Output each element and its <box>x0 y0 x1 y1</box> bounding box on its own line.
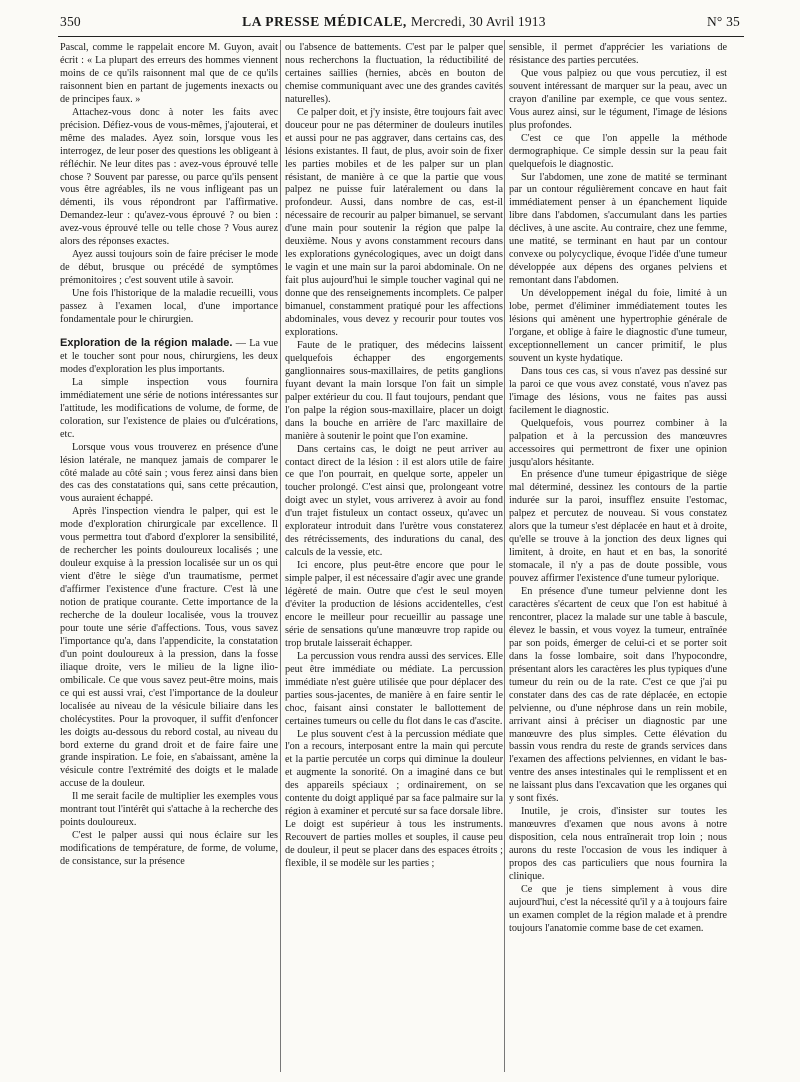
paragraph: Faute de le pratiquer, des médecins laissent quelquefois échapper des engorgements ganglionnaires sous-maxillaires, de petits ganglions fuyant devant la main lorsque l'on fait un simple palper extérieur du cou. Il faut toujours, pendant que l'on palpe la région sous-maxillaire, placer un doigt dans la bouche en arrière de l'arc maxillaire de manière à soutenir le point que l'on examine. <box>285 339 503 442</box>
paragraph: Un développement inégal du foie, limité à un lobe, permet d'éliminer immédiatement toutes les lésions qui amènent une hypertrophie générale de l'organe, et oblige à faire le diagnostic d'une tumeur, exceptionnellement un cancer primitif, le plus souvent un kyste hydatique. <box>509 288 727 364</box>
journal-name: LA PRESSE MÉDICALE, <box>242 14 407 29</box>
issue-number: N° 35 <box>706 14 740 29</box>
column-separator <box>504 40 505 1072</box>
column-1 <box>60 42 278 869</box>
paragraph: Après l'inspection viendra le palper, qui est le mode d'exploration chirurgicale par excellence. Il vous permettra tout d'abord d'explorer la sensibilité, de rechercher les points douloureux localisés ; une douleur exquise à la pression localisée sur un os qui vient d'être le siège d'un traumatisme, permet d'affirmer l'existence d'une fracture. C'est là une notion de pratique courante. Cette importance de la recherche de la douleur localisée, vous la trouvez pour toute une série d'affections. Tous, vous savez l'importance qu'a, dans l'appendicite, la constatation d'un point douloureux à la pression, dans la fosse iliaque droite, vers le milieu de la ligne ilio-ombilicale. Ce que vous savez peut-être moins, mais ce qui est aussi vrai, c'est l'importance de la douleur localisée au niveau de la vésicule biliaire dans les cholécystites. Pour la provoquer, il suffit d'enfoncer les doigts au-dessous du rebord costal, au niveau du bord externe du grand droit et de faire faire une grande inspiration. Le foie, en s'abaissant, amène la vésicule contre l'extrémité des doigts et le malade accuse de la douleur. <box>60 506 278 790</box>
paragraph: sensible, il permet d'apprécier les variations de résistance des parties percutées. <box>509 42 727 66</box>
journal-title <box>242 14 546 30</box>
section-heading: Exploration de la région malade. <box>60 336 233 349</box>
paragraph: Inutile, je crois, d'insister sur toutes les manœuvres d'examen que nous avons à notre disposition, cela nous entraînerait trop loin ; nous aurons du reste l'occasion de vous les indiquer à propos des cas particuliers que nous fournira la clinique. <box>509 806 727 882</box>
page-number: 350 <box>60 14 81 29</box>
paragraph: Quelquefois, vous pourrez combiner à la palpation et à la percussion des manœuvres accessoires qui permettront de fixer une opinion jusqu'alors hésitante. <box>509 417 727 468</box>
page-header <box>60 14 740 36</box>
header-rule <box>58 36 744 37</box>
paragraph: Ayez aussi toujours soin de faire préciser le mode de début, brusque ou précédé de symptômes prémonitoires ; c'est souvent utile à savoir. <box>60 249 278 287</box>
column-separator <box>280 40 281 1072</box>
issue-date: Mercredi, 30 Avril 1913 <box>410 14 546 29</box>
paragraph: Sur l'abdomen, une zone de matité se terminant par un contour régulièrement concave en haut fait immédiatement penser à un épanchement liquide libre dans l'abdomen, s'accumulant dans les parties déclives, à une ascite. Au contraire, chez une femme, une matité, se terminant en haut par un contour convexe ou polycyclique, évoque l'idée d'une tumeur développée aux dépens des organes pelviens et remontant dans l'abdomen. <box>509 171 727 287</box>
paragraph: La simple inspection vous fournira immédiatement une série de notions intéressantes sur l'attitude, les modifications de volume, de forme, de coloration, sur l'existence de plaies ou d'ulcérations, etc. <box>60 376 278 440</box>
paragraph: Attachez-vous donc à noter les faits avec précision. Défiez-vous de vous-mêmes, j'ajouterai, et même des malades. Ayez soin, lorsque vous les interrogez, de leur poser des questions les obligeant à réfléchir. Ne leur dites pas : avez-vous éprouvé telle chose ? Souvent par paresse, ou parce qu'ils pensent vous être agréables, ils ne vous infligeant pas un démenti, ils vous répondront par l'affirmative. Demandez-leur : qu'avez-vous éprouvé ? ou bien : avez-vous éprouvé telle ou telle chose ? Vous aurez alors des réponses exactes. <box>60 106 278 248</box>
paragraph: Lorsque vous vous trouverez en présence d'une lésion latérale, ne manquez jamais de comparer le côté malade au côté sain ; vous ferez ainsi dans bien des cas des constatations qui, sans cette précaution, vous auraient échappé. <box>60 441 278 505</box>
paragraph: La percussion vous rendra aussi des services. Elle peut être immédiate ou médiate. La percussion immédiate n'est guère utilisée que pour déplacer des parties sous-jacentes, de manière à en faire sentir le choc, faisant ainsi constater le ballottement de certaines tumeurs ou celle du flot dans le cas d'ascite. <box>285 650 503 727</box>
paragraph: Ce palper doit, et j'y insiste, être toujours fait avec douceur pour ne pas déterminer de douleurs inutiles et aussi pour ne pas aggraver, dans certains cas, des lésions existantes. Il faut, de plus, avoir soin de fixer les parties mobiles et de les palper sur un plan résistant, de manière à ce que la partie que vous palpez ne puisse fuir latéralement ou dans la profondeur. Aussi, dans nombre de cas, est-il nécessaire de recourir au palper bimanuel, se servant d'une main pour soutenir la région que palpe la deuxième. Nous y avons constamment recours dans les explorations gynécologiques, avec un doigt dans le vagin et une main sur la paroi abdominale. On ne fait plus aujourd'hui le simple toucher vaginal qui ne donne que des renseignements incomplets. Ce palper bimanuel, constamment pratiqué pour les affections abdominales, vous devez y recourir pour toutes vos explorations. <box>285 106 503 338</box>
paragraph: C'est le palper aussi qui nous éclaire sur les modifications de température, de forme, de volume, de consistance, sur la présence <box>60 830 278 868</box>
paragraph: Que vous palpiez ou que vous percutiez, il est souvent intéressant de marquer sur la peau, avec un crayon d'aniline par exemple, ce que vous sentez. Vous aurez ainsi, sur le tégument, l'image de lésions plus profondes. <box>509 67 727 131</box>
section-paragraph <box>60 337 278 377</box>
paragraph: ou l'absence de battements. C'est par le palper que nous recherchons la fluctuation, la réductibilité de certaines saillies (hernies, abcès en bouton de chemise communiquant avec une des grandes cavités naturelles). <box>285 42 503 105</box>
paragraph: Ici encore, plus peut-être encore que pour le simple palper, il est nécessaire d'agir avec une grande légèreté de main. Outre que c'est le seul moyen d'éviter la production de lésions accidentelles, c'est encore le meilleur pour recueillir au passage une série de sensations qu'une manœuvre trop rapide ou trop brutale laisserait échapper. <box>285 560 503 649</box>
section-intro: — La vue et le toucher sont pour nous, chirurgiens, les deux modes d'exploration les plus importants. <box>60 337 278 375</box>
paragraph: Une fois l'historique de la maladie recueilli, vous passez à l'examen local, d'une importance fondamentale pour le chirurgien. <box>60 288 278 326</box>
paragraph: Il me serait facile de multiplier les exemples vous montrant tout l'intérêt qui s'attache à la recherche des points douloureux. <box>60 791 278 829</box>
paragraph: Dans tous ces cas, si vous n'avez pas dessiné sur la paroi ce que vous avez constaté, vous n'avez pas l'image des lésions, vous ne faites pas aussi facilement le diagnostic. <box>509 365 727 416</box>
column-2 <box>285 42 503 871</box>
paragraph: Ce que je tiens simplement à vous dire aujourd'hui, c'est la nécessité qu'il y a à toujours faire un examen complet de la région malade et à prendre toujours l'anatomie comme base de cet examen. <box>509 883 727 934</box>
paragraph: Le plus souvent c'est à la percussion médiate que l'on a recours, interposant entre la main qui percute et la partie percutée un corps qui diminue la douleur et augmente la sonorité. On a imaginé dans ce but des appareils spéciaux ; ordinairement, on se contente du doigt appliqué par sa face palmaire sur la région à examiner et percuté sur sa face dorsale libre. Le doigt est supérieur à tous les instruments. Recouvert de parties molles et souples, il cause peu de douleur, il peut se placer dans des espaces étroits ; flexible, il se modèle sur les parties ; <box>285 728 503 870</box>
paragraph: C'est ce que l'on appelle la méthode dermographique. Ce simple dessin sur la peau fait quelquefois le diagnostic. <box>509 132 727 170</box>
paragraph: Dans certains cas, le doigt ne peut arriver au contact direct de la lésion : il est alors utile de faire ce que l'on pourrait, en quelque sorte, appeler un toucher prolongé. C'est ainsi que, prolongeant votre doigt avec un stylet, vous arriverez à avoir au fond d'un trajet fistuleux un contact osseux, qu'avec un explorateur introduit dans l'urètre vous constaterez des rétrécissements, des indurations du canal, des calculs de la vessie, etc. <box>285 443 503 559</box>
column-3 <box>509 42 727 936</box>
paragraph: En présence d'une tumeur pelvienne dont les caractères s'écartent de ceux que l'on est habitué à rencontrer, placez la malade sur une table à bascule, élevez le bassin, et vous voyez la tumeur, entraînée par son poids, émerger de celui-ci et se porter soit dans la fosse lombaire, soit dans l'hypocondre, présentant alors les caractères les plus typiques d'une tumeur du rein ou de la rate. C'est ce que j'ai pu constater dans des cas de rate déplacée, en ectopie pelvienne, ou d'une néphrose dans un rein mobile, arrivant ainsi à préciser un diagnostic par une manœuvre des plus simples. Cette élévation du bassin vous rendra du reste de grands services dans l'examen des affections pelviennes, en vidant le bas-ventre des anses intestinales qui le remplissent et en ne laissant plus dans l'excavation que les organes qui y sont fixés. <box>509 586 727 805</box>
paragraph: Pascal, comme le rappelait encore M. Guyon, avait écrit : « La plupart des erreurs des hommes viennent moins de ce qu'ils raisonnent mal que de ce qu'ils raisonnent bien en partant de jugements inexacts ou de principes faux. » <box>60 42 278 105</box>
paragraph: En présence d'une tumeur épigastrique de siège mal déterminé, dessinez les contours de la partie indurée sur la paroi, insufflez ensuite l'estomac, palpez et percutez de nouveau. Si vous constatez alors que la tumeur s'est déplacée en haut et à droite, qu'elle se trouve à la jonction des deux lignes qui limitent, à droite, en haut et en bas, la sonorité stomacale, il n'y a pas de doute possible, vous pouvez affirmer l'existence d'une tumeur pylorique. <box>509 469 727 585</box>
